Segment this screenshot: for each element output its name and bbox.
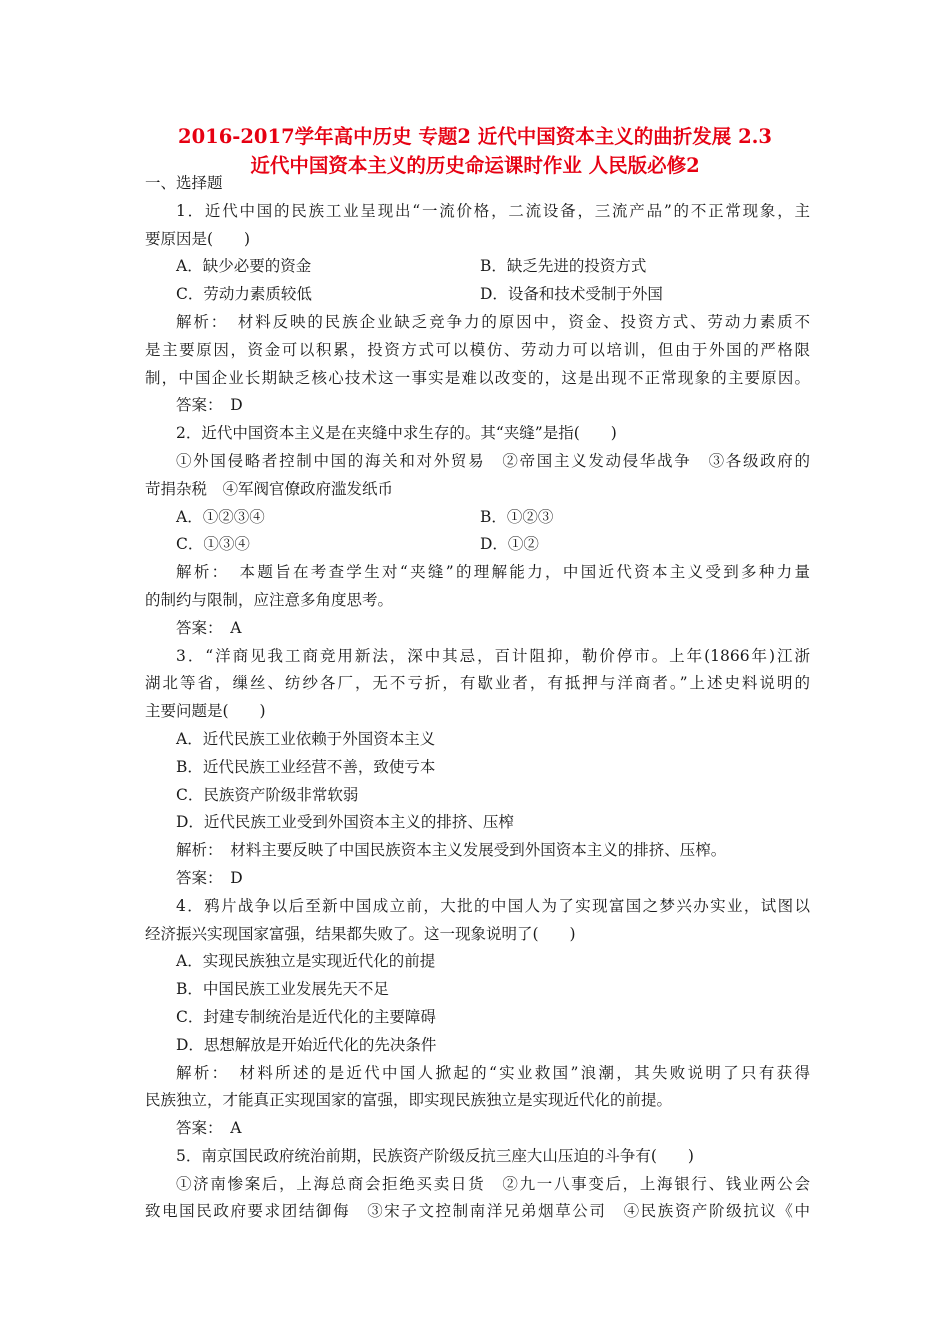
option-c: C．①③④: [176, 535, 250, 554]
question-stem: 湖北等省，缫丝、纺纱各厂，无不亏折，有歇业者，有抵押与洋商者。”上述史料说明的: [145, 674, 810, 693]
question-stem: 5．南京国民政府统治前期，民族资产阶级反抗三座大山压迫的斗争有( ): [176, 1146, 694, 1165]
option-d: D．近代民族工业受到外国资本主义的排挤、压榨: [176, 813, 514, 832]
question-stem: 3．“洋商见我工商竞用新法，深中其忌，百计阻抑，勒价停市。上年(1866年)江浙: [176, 646, 810, 665]
question-5: [145, 1143, 810, 1226]
answer: 答案： A: [176, 1119, 242, 1138]
question-stem: ①外国侵略者控制中国的海关和对外贸易 ②帝国主义发动侵华战争 ③各级政府的: [176, 451, 810, 470]
option-a: A．①②③④: [176, 507, 265, 526]
explanation: 制，中国企业长期缺乏核心技术这一事实是难以改变的，这是出现不正常现象的主要原因。: [145, 368, 810, 387]
question-3: [145, 643, 810, 893]
section-heading: 一、选择题: [145, 174, 223, 192]
option-b: B．缺乏先进的投资方式: [480, 257, 647, 276]
option-a: A．缺少必要的资金: [176, 257, 312, 276]
option-c: C．封建专制统治是近代化的主要障碍: [176, 1007, 436, 1026]
document-body: [145, 170, 810, 1226]
option-row: [145, 531, 810, 559]
answer: 答案： D: [176, 396, 243, 415]
explanation: 解析： 本题旨在考查学生对“夹缝”的理解能力，中国近代资本主义受到多种力量: [176, 563, 810, 582]
answer: 答案： A: [176, 618, 242, 637]
question-stem: 1．近代中国的民族工业呈现出“一流价格，二流设备，三流产品”的不正常现象，主: [176, 201, 810, 220]
question-stem: 经济振兴实现国家富强，结果都失败了。这一现象说明了( ): [145, 924, 576, 943]
question-stem: 2．近代中国资本主义是在夹缝中求生存的。其“夹缝”是指( ): [176, 424, 617, 443]
question-stem: 致电国民政府要求团结御侮 ③宋子文控制南洋兄弟烟草公司 ④民族资产阶级抗议《中: [145, 1202, 810, 1221]
explanation: 的制约与限制，应注意多角度思考。: [145, 590, 394, 609]
answer: 答案： D: [176, 868, 243, 887]
option-row: [145, 504, 810, 532]
question-stem: ①济南惨案后，上海总商会拒绝买卖日货 ②九一八事变后，上海银行、钱业两公会: [176, 1174, 810, 1193]
option-d: D．思想解放是开始近代化的先决条件: [176, 1035, 437, 1054]
option-b: B．中国民族工业发展先天不足: [176, 980, 389, 999]
option-b: B．近代民族工业经营不善，致使亏本: [176, 757, 436, 776]
question-stem: 主要问题是( ): [145, 702, 266, 721]
option-row: [145, 281, 810, 309]
question-1: [145, 198, 810, 420]
question-4: [145, 893, 810, 1143]
option-d: D．①②: [480, 535, 539, 554]
explanation: 是主要原因，资金可以积累，投资方式可以模仿、劳动力可以培训，但由于外国的严格限: [145, 340, 810, 359]
title-line-2: 近代中国资本主义的历史命运课时作业 人民版必修2: [250, 154, 700, 177]
explanation: 解析： 材料主要反映了中国民族资本主义发展受到外国资本主义的排挤、压榨。: [176, 841, 727, 860]
explanation: 民族独立，才能真正实现国家的富强，即实现民族独立是实现近代化的前提。: [145, 1091, 673, 1110]
option-c: C．劳动力素质较低: [176, 285, 312, 304]
option-d: D．设备和技术受制于外国: [480, 285, 663, 304]
explanation: 解析： 材料所述的是近代中国人掀起的“实业救国”浪潮，其失败说明了只有获得: [176, 1063, 810, 1082]
title-line-1: 2016-2017学年高中历史 专题2 近代中国资本主义的曲折发展 2.3: [178, 125, 772, 148]
option-c: C．民族资产阶级非常软弱: [176, 785, 359, 804]
question-stem: 要原因是( ): [145, 229, 251, 248]
option-row: [145, 253, 810, 281]
option-a: A．近代民族工业依赖于外国资本主义: [176, 729, 436, 748]
option-a: A．实现民族独立是实现近代化的前提: [176, 952, 436, 971]
question-stem: 苛捐杂税 ④军阀官僚政府滥发纸币: [145, 479, 394, 498]
option-b: B．①②③: [480, 507, 554, 526]
explanation: 解析： 材料反映的民族企业缺乏竞争力的原因中，资金、投资方式、劳动力素质不: [176, 312, 810, 331]
question-stem: 4．鸦片战争以后至新中国成立前，大批的中国人为了实现富国之梦兴办实业，试图以: [176, 896, 810, 915]
question-2: [145, 420, 810, 642]
